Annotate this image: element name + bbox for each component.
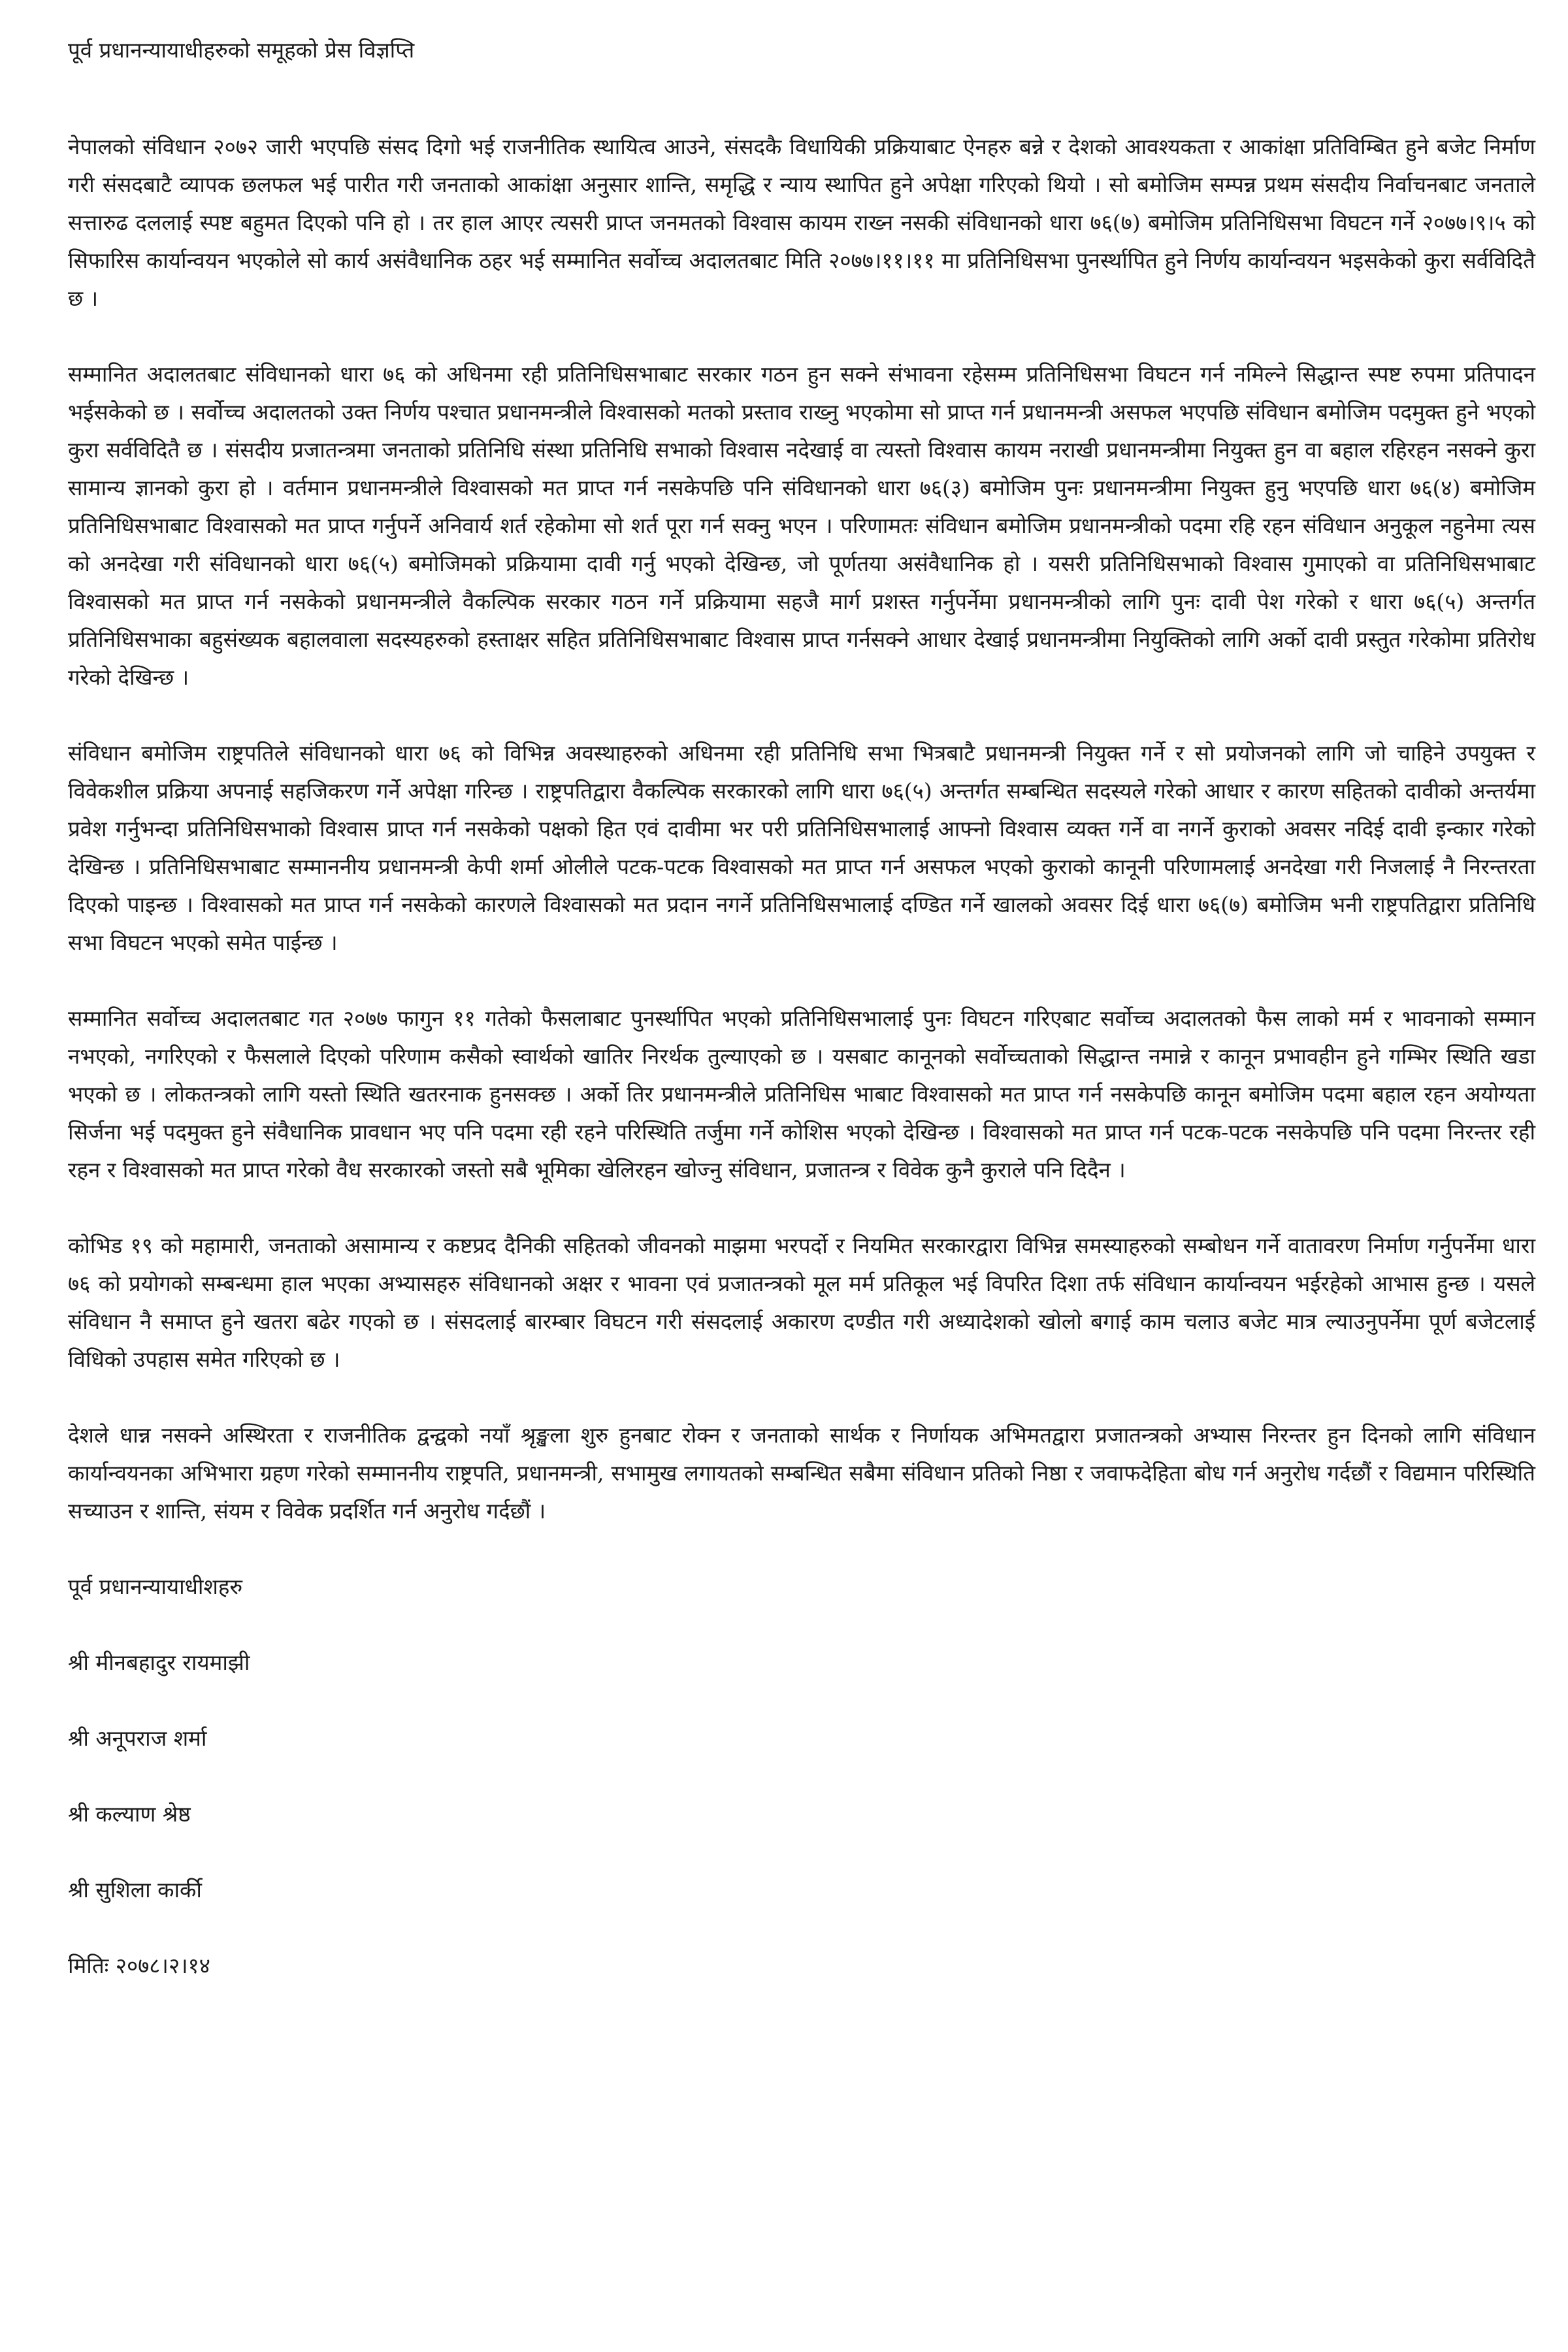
press-release-body [68, 31, 1535, 1985]
signatory-name: श्री मीनबहादुर रायमाझी [68, 1650, 250, 1675]
document-date: मितिः २०७८।२।१४ [68, 1953, 210, 1978]
paragraph: नेपालको संविधान २०७२ जारी भएपछि संसद दिगो भई राजनीतिक स्थायित्व आउने, संसदकै विधायिकी प्रक्रियाबाट ऐनहरु बन्ने र देशको आवश्यकता र आकांक्षा प्रतिविम्बित हुने बजेट निर्माण गरी संसदबाटै व्यापक छलफल भई पारीत गरी जनताको आकांक्षा अनुसार शान्ति, समृद्धि र न्याय स्थापित हुने अपेक्षा गरिएको थियो । सो बमोजिम सम्पन्न प्रथम संसदीय निर्वाचनबाट जनताले सत्तारुढ दललाई स्पष्ट बहुमत दिएको पनि हो । तर हाल आएर त्यसरी प्राप्त जनमतको विश्वास कायम राख्न नसकी संविधानको धारा ७६(७) बमोजिम प्रतिनिधिसभा विघटन गर्ने २०७७।९।५ को सिफारिस कार्यान्वयन भएकोले सो कार्य असंवैधानिक ठहर भई सम्मानित सर्वोच्च अदालतबाट मिति २०७७।११।११ मा प्रतिनिधिसभा पुनर्स्थापित हुने निर्णय कार्यान्वयन भइसकेको कुरा सर्वविदितै छ । [68, 134, 1535, 311]
document-title: पूर्व प्रधानन्यायाधीहरुको समूहको प्रेस विज्ञप्ति [68, 37, 415, 63]
signatory-name: श्री अनूपराज शर्मा [68, 1725, 207, 1751]
signatory-name: श्री कल्याण श्रेष्ठ [68, 1801, 191, 1827]
paragraph: सम्मानित अदालतबाट संविधानको धारा ७६ को अधिनमा रही प्रतिनिधिसभाबाट सरकार गठन हुन सक्ने संभावना रहेसम्म प्रतिनिधिसभा विघटन गर्न नमिल्ने सिद्धान्त स्पष्ट रुपमा प्रतिपादन भईसकेको छ । सर्वोच्च अदालतको उक्त निर्णय पश्चात प्रधानमन्त्रीले विश्वासको मतको प्रस्ताव राख्नु भएकोमा सो प्राप्त गर्न प्रधानमन्त्री असफल भएपछि संविधान बमोजिम पदमुक्त हुने भएको कुरा सर्वविदितै छ । संसदीय प्रजातन्त्रमा जनताको प्रतिनिधि संस्था प्रतिनिधि सभाको विश्वास नदेखाई वा त्यस्तो विश्वास कायम नराखी प्रधानमन्त्रीमा नियुक्त हुन वा बहाल रहिरहन नसक्ने कुरा सामान्य ज्ञानको कुरा हो । वर्तमान प्रधानमन्त्रीले विश्वासको मत प्राप्त गर्न नसकेपछि पनि संविधानको धारा ७६(३) बमोजिम पुनः प्रधानमन्त्रीमा नियुक्त हुनु भएपछि धारा ७६(४) बमोजिम प्रतिनिधिसभाबाट विश्वासको मत प्राप्त गर्नुपर्ने अनिवार्य शर्त रहेकोमा सो शर्त पूरा गर्न सक्नु भएन । परिणामतः संविधान बमोजिम प्रधानमन्त्रीको पदमा रहि रहन संविधान अनुकूल नहुनेमा त्यस को अनदेखा गरी संविधानको धारा ७६(५) बमोजिमको प्रक्रियामा दावी गर्नु भएको देखिन्छ, जो पूर्णतया असंवैधानिक हो । यसरी प्रतिनिधिसभाको विश्वास गुमाएको वा प्रतिनिधिसभाबाट विश्वासको मत प्राप्त गर्न नसकेको प्रधानमन्त्रीले वैकल्पिक सरकार गठन गर्ने प्रक्रियामा सहजै मार्ग प्रशस्त गर्नुपर्नेमा प्रधानमन्त्रीको लागि पुनः दावी पेश गरेको र धारा ७६(५) अन्तर्गत प्रतिनिधिसभाका बहुसंख्यक बहालवाला सदस्यहरुको हस्ताक्षर सहित प्रतिनिधिसभाबाट विश्वास प्राप्त गर्नसक्ने आधार देखाई प्रधानमन्त्रीमा नियुक्तिको लागि अर्को दावी प्रस्तुत गरेकोमा प्रतिरोध गरेको देखिन्छ । [68, 361, 1535, 690]
paragraph: देशले धान्न नसक्ने अस्थिरता र राजनीतिक द्वन्द्वको नयाँ श्रृङ्खला शुरु हुनबाट रोक्न र जनताको सार्थक र निर्णायक अभिमतद्वारा प्रजातन्त्रको अभ्यास निरन्तर हुन दिनको लागि संविधान कार्यान्वयनका अभिभारा ग्रहण गरेको सम्माननीय राष्ट्रपति, प्रधानमन्त्री, सभामुख लगायतको सम्बन्धित सबैमा संविधान प्रतिको निष्ठा र जवाफदेहिता बोध गर्न अनुरोध गर्दछौं र विद्यमान परिस्थिति सच्याउन र शान्ति, संयम र विवेक प्रदर्शित गर्न अनुरोध गर्दछौं । [68, 1422, 1535, 1524]
paragraph: कोभिड १९ को महामारी, जनताको असामान्य र कष्टप्रद दैनिकी सहितको जीवनको माझमा भरपर्दो र नियमित सरकारद्वारा विभिन्न समस्याहरुको सम्बोधन गर्ने वातावरण निर्माण गर्नुपर्नेमा धारा ७६ को प्रयोगको सम्बन्धमा हाल भएका अभ्यासहरु संविधानको अक्षर र भावना एवं प्रजातन्त्रको मूल मर्म प्रतिकूल भई विपरित दिशा तर्फ संविधान कार्यान्वयन भईरहेको आभास हुन्छ । यसले संविधान नै समाप्त हुने खतरा बढेर गएको छ । संसदलाई बारम्बार विघटन गरी संसदलाई अकारण दण्डीत गरी अध्यादेशको खोलो बगाई काम चलाउ बजेट मात्र ल्याउनुपर्नेमा पूर्ण बजेटलाई विधिको उपहास समेत गरिएको छ । [68, 1233, 1535, 1372]
paragraph: संविधान बमोजिम राष्ट्रपतिले संविधानको धारा ७६ को विभिन्न अवस्थाहरुको अधिनमा रही प्रतिनिधि सभा भित्रबाटै प्रधानमन्त्री नियुक्त गर्ने र सो प्रयोजनको लागि जो चाहिने उपयुक्त र विवेकशील प्रक्रिया अपनाई सहजिकरण गर्ने अपेक्षा गरिन्छ । राष्ट्रपतिद्वारा वैकल्पिक सरकारको लागि धारा ७६(५) अन्तर्गत सम्बन्धित सदस्यले गरेको आधार र कारण सहितको दावीको अन्तर्यमा प्रवेश गर्नुभन्दा प्रतिनिधिसभाको विश्वास प्राप्त गर्न नसकेको पक्षको हित एवं दावीमा भर परी प्रतिनिधिसभालाई आफ्नो विश्वास व्यक्त गर्ने वा नगर्ने कुराको अवसर नदिई दावी इन्कार गरेको देखिन्छ । प्रतिनिधिसभाबाट सम्माननीय प्रधानमन्त्री केपी शर्मा ओलीले पटक-पटक विश्वासको मत प्राप्त गर्न असफल भएको कुराको कानूनी परिणामलाई अनदेखा गरी निजलाई नै निरन्तरता दिएको पाइन्छ । विश्वासको मत प्राप्त गर्न नसकेको कारणले विश्वासको मत प्रदान नगर्ने प्रतिनिधिसभालाई दण्डित गर्ने खालको अवसर दिई धारा ७६(७) बमोजिम भनी राष्ट्रपतिद्वारा प्रतिनिधि सभा विघटन भएको समेत पाईन्छ । [68, 740, 1535, 955]
paragraph: सम्मानित सर्वोच्च अदालतबाट गत २०७७ फागुन ११ गतेको फैसलाबाट पुनर्स्थापित भएको प्रतिनिधिसभालाई पुनः विघटन गरिएबाट सर्वोच्च अदालतको फैस लाको मर्म र भावनाको सम्मान नभएको, नगरिएको र फैसलाले दिएको परिणाम कसैको स्वार्थको खातिर निरर्थक तुल्याएको छ । यसबाट कानूनको सर्वोच्चताको सिद्धान्त नमान्ने र कानून प्रभावहीन हुने गम्भिर स्थिति खडा भएको छ । लोकतन्त्रको लागि यस्तो स्थिति खतरनाक हुनसक्छ । अर्को तिर प्रधानमन्त्रीले प्रतिनिधिस भाबाट विश्वासको मत प्राप्त गर्न नसकेपछि कानून बमोजिम पदमा बहाल रहन अयोग्यता सिर्जना भई पदमुक्त हुने संवैधानिक प्रावधान भए पनि पदमा रही रहने परिस्थिति तर्जुमा गर्ने कोशिस भएको देखिन्छ । विश्वासको मत प्राप्त गर्न पटक-पटक नसकेपछि पनि पदमा निरन्तर रही रहन र विश्वासको मत प्राप्त गरेको वैध सरकारको जस्तो सबै भूमिका खेलिरहन खोज्नु संविधान, प्रजातन्त्र र विवेक कुनै कुराले पनि दिदैन । [68, 1005, 1536, 1183]
closing-line: पूर्व प्रधानन्यायाधीशहरु [68, 1574, 243, 1599]
signatory-name: श्री सुशिला कार्की [68, 1877, 202, 1903]
